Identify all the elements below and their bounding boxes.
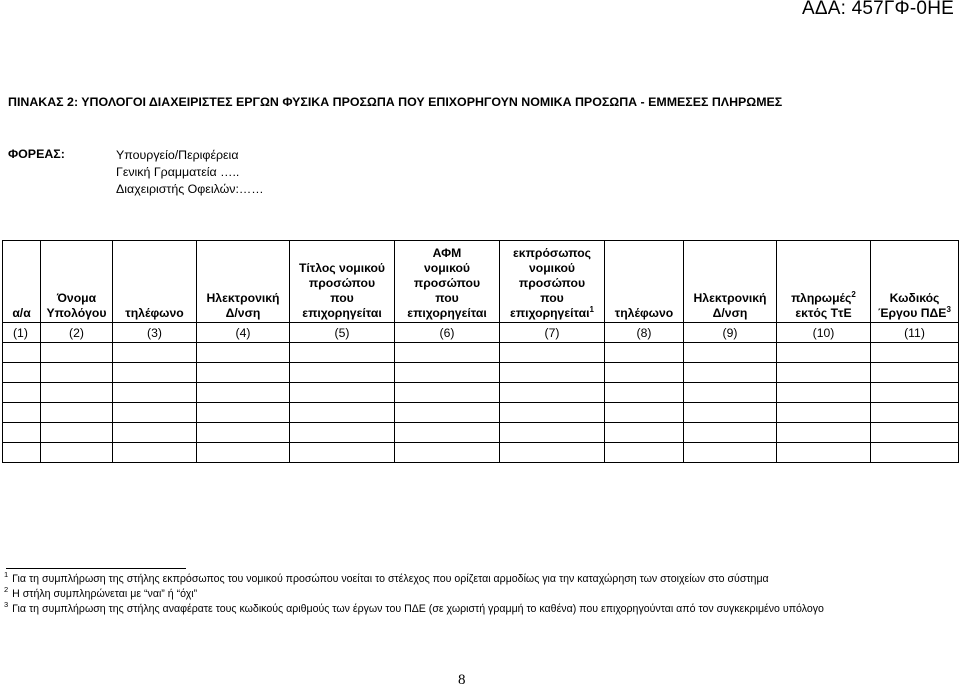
table-cell: [395, 443, 500, 463]
header-name: Όνομα Υπολόγου: [41, 241, 113, 323]
table-cell: [684, 363, 777, 383]
table-cell: [290, 343, 395, 363]
table-cell: [605, 383, 684, 403]
table-cell: [395, 423, 500, 443]
table-cell: [113, 363, 197, 383]
header-entity-afm: ΑΦΜ νομικού προσώπου που επιχορηγείται: [395, 241, 500, 323]
footnote-number: 3: [4, 600, 9, 609]
footnote-number: 2: [4, 585, 9, 594]
table-cell: [395, 403, 500, 423]
header-rep-email: Ηλεκτρονική Δ/νση: [684, 241, 777, 323]
table-cell: [605, 363, 684, 383]
table-cell: [197, 383, 290, 403]
table-cell: [41, 383, 113, 403]
col-number: (1): [3, 323, 41, 343]
table-cell: [197, 443, 290, 463]
table-cell: [605, 423, 684, 443]
ada-code: ΑΔΑ: 457ΓΦ-0ΗΕ: [801, 0, 954, 19]
header-entity-title: Τίτλος νομικού προσώπου που επιχορηγείται: [290, 241, 395, 323]
table-cell: [605, 443, 684, 463]
table-cell: [871, 363, 959, 383]
header-representative: εκπρόσωπος νομικού προσώπου που επιχορηγείται$^1$: [500, 241, 605, 323]
table-cell: [395, 363, 500, 383]
table-cell: [500, 363, 605, 383]
table-row: [3, 443, 959, 463]
table-cell: [605, 403, 684, 423]
table-row: [3, 363, 959, 383]
table-cell: [113, 383, 197, 403]
table-cell: [777, 403, 871, 423]
col-number: (6): [395, 323, 500, 343]
header-rep-phone: τηλέφωνο: [605, 241, 684, 323]
col-number: (8): [605, 323, 684, 343]
table-cell: [395, 343, 500, 363]
table-cell: [113, 423, 197, 443]
table-cell: [684, 423, 777, 443]
footnote-3: [4, 602, 824, 617]
col-number: (10): [777, 323, 871, 343]
table-cell: [684, 443, 777, 463]
table-cell: [3, 343, 41, 363]
table-cell: [41, 343, 113, 363]
header-aa: α/α: [3, 241, 41, 323]
header-payments: πληρωμές$^2$ εκτός ΤτΕ: [777, 241, 871, 323]
table-cell: [197, 343, 290, 363]
col-number: (11): [871, 323, 959, 343]
header-project-code: Κωδικός Έργου ΠΔΕ$^3$: [871, 241, 959, 323]
table-cell: [3, 443, 41, 463]
table-cell: [3, 403, 41, 423]
table-body: [3, 343, 959, 463]
table-cell: [500, 423, 605, 443]
footnote-text: Για τη συμπλήρωση της στήλης αναφέρατε τους κωδικούς αριθμούς των έργων του ΠΔΕ (σε χωριστή γραμμή το καθένα) που επιχορηγούνται από τον συγκεκριμένο υπόλογο: [12, 603, 824, 615]
table-cell: [777, 423, 871, 443]
col-number: (9): [684, 323, 777, 343]
table-cell: [395, 383, 500, 403]
table-row: [3, 423, 959, 443]
table-row: [3, 383, 959, 403]
foreas-line-ministry: Υπουργείο/Περιφέρεια: [116, 148, 239, 162]
footnote-ref-2: 2: [851, 290, 856, 299]
col-number: (4): [197, 323, 290, 343]
footnote-number: 1: [4, 570, 9, 579]
table-cell: [3, 423, 41, 443]
table-cell: [290, 363, 395, 383]
table-cell: [290, 403, 395, 423]
table-row: [3, 343, 959, 363]
header-email: Ηλεκτρονική Δ/νση: [197, 241, 290, 323]
table-cell: [41, 363, 113, 383]
footnote-divider: [6, 568, 186, 569]
column-number-row: [3, 323, 959, 343]
foreas-line-manager: Διαχειριστής Οφειλών:……: [116, 182, 264, 196]
table-cell: [684, 383, 777, 403]
footnote-2: [4, 587, 824, 602]
table-cell: [113, 403, 197, 423]
footnote-text: Για τη συμπλήρωση της στήλης εκπρόσωπος του νομικού προσώπου νοείται το στέλεχος που ορίζεται αρμοδίως για την καταχώρηση των στοιχείων στο σύστημα: [12, 573, 769, 585]
table-cell: [500, 443, 605, 463]
foreas-label: ΦΟΡΕΑΣ:: [8, 147, 65, 161]
table-cell: [41, 423, 113, 443]
table-cell: [777, 343, 871, 363]
table-cell: [3, 363, 41, 383]
table-cell: [777, 363, 871, 383]
col-number: (3): [113, 323, 197, 343]
table-cell: [871, 443, 959, 463]
table-cell: [684, 403, 777, 423]
table-cell: [777, 383, 871, 403]
table-cell: [113, 443, 197, 463]
table-cell: [871, 383, 959, 403]
table-cell: [197, 423, 290, 443]
table-cell: [290, 383, 395, 403]
table-cell: [500, 383, 605, 403]
col-number: (2): [41, 323, 113, 343]
foreas-details: [116, 147, 264, 198]
table-cell: [113, 343, 197, 363]
table-cell: [605, 343, 684, 363]
footnote-1: [4, 572, 824, 587]
footnote-text: Η στήλη συμπληρώνεται με “ναι” ή “όχι”: [12, 588, 198, 600]
table-cell: [871, 423, 959, 443]
table-cell: [290, 443, 395, 463]
page-title: ΠΙΝΑΚΑΣ 2: ΥΠΟΛΟΓΟΙ ΔΙΑΧΕΙΡΙΣΤΕΣ ΕΡΓΩΝ ΦΥΣΙΚΑ ΠΡΟΣΩΠΑ ΠΟΥ ΕΠΙΧΟΡΗΓΟΥΝ ΝΟΜΙΚΑ ΠΡΟΣΩΠΑ - ΕΜΜΕΣΕΣ ΠΛΗΡΩΜΕΣ: [8, 95, 783, 109]
table-cell: [290, 423, 395, 443]
table-cell: [197, 363, 290, 383]
footnotes: [4, 572, 824, 617]
table-row: [3, 403, 959, 423]
footnote-ref-3: 3: [946, 305, 951, 314]
col-number: (5): [290, 323, 395, 343]
header-phone: τηλέφωνο: [113, 241, 197, 323]
table-cell: [41, 403, 113, 423]
page-number: 8: [458, 672, 466, 688]
table-cell: [3, 383, 41, 403]
foreas-line-secretariat: Γενική Γραμματεία …..: [116, 165, 240, 179]
table-cell: [500, 403, 605, 423]
table-header-row: [3, 241, 959, 323]
table-cell: [684, 343, 777, 363]
table-cell: [41, 443, 113, 463]
responsible-persons-table: [2, 240, 959, 463]
table-cell: [197, 403, 290, 423]
table-cell: [777, 443, 871, 463]
table-cell: [500, 343, 605, 363]
col-number: (7): [500, 323, 605, 343]
table-cell: [871, 403, 959, 423]
footnote-ref-1: 1: [589, 305, 594, 314]
table-cell: [871, 343, 959, 363]
